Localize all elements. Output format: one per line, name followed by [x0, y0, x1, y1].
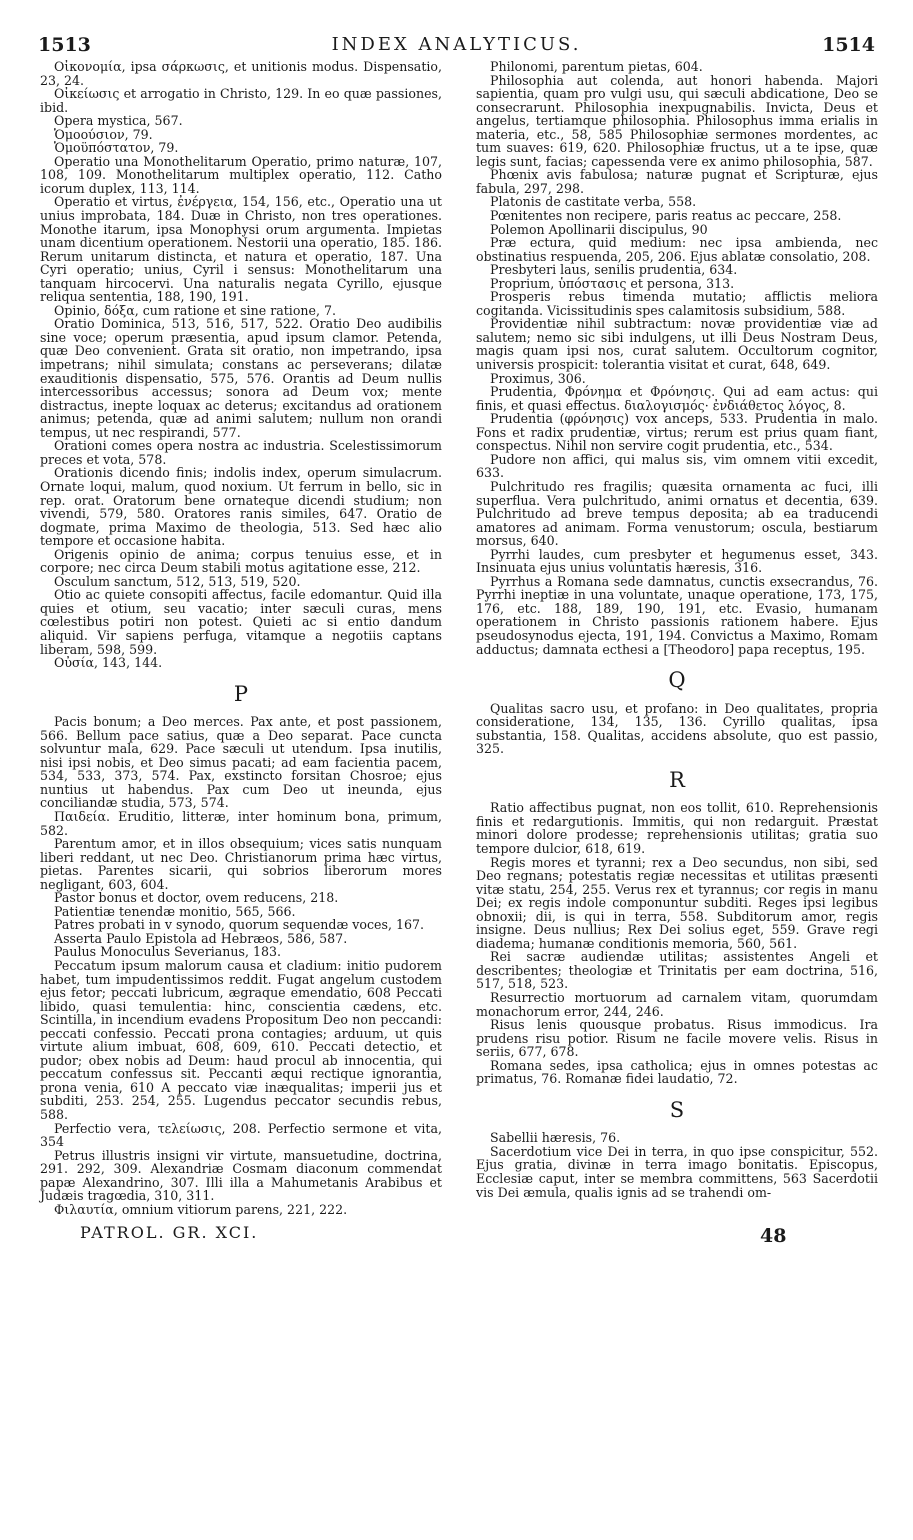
index-entry: Phœnix avis fabulosa; naturæ pugnat et Scripturæ, ejus fabula, 297, 298.	[476, 167, 878, 196]
index-entry: Providentiæ nihil subtractum: novæ providentiæ viæ ad salutem; nemo sic sibi indulgens, ut illi Deus Nostram Deus, magis quam ipsi nos, curat salutem. Occultorum cognitor, universis prospicit: tolerantia visitat et curat, 648, 649.	[476, 316, 878, 373]
index-entry: Petrus illustris insigni vir virtute, mansuetudine, doctrina, 291. 292, 309. Alexandriæ Cosmam diaconum commendat papæ Alexandrino, 307. Illi illa a Mahumetanis Arabibus et Judæis tragœdia, 310, 311.	[40, 1147, 442, 1204]
index-entry: Philosophia aut colenda, aut honori habenda. Majori sapientia, quam pro vulgi usu, qui sæculi abdicatione, Deo se consecrarunt. Philosophia inexpugnabilis. Invicta, Deus et angelus, tertiamque philosophia. Philosophus imma erialis in materia, etc., 58, 585 Philosophiæ sermones mordentes, ac tum suaves: 619, 620. Philosophiæ fructus, ut a te ipse, quæ legis sunt, facias; capessenda vere ex animo philosophia, 587.	[476, 72, 878, 169]
index-entry: Patres probati in v synodo, quorum sequendæ voces, 167.	[54, 917, 425, 933]
index-entry: Pulchritudo res fragilis; quæsita ornamenta ac fuci, illi superflua. Vera pulchritudo, animi ornatus et decentia, 639. Pulchritudo ad breve tempus deposita; ab ea traducendi amatores ad animam. Forma venustorum; oscula, bestiarum morsus, 640.	[476, 478, 878, 549]
index-entry: Operatio et virtus, ἐνέργεια, 154, 156, etc., Operatio una ut unius improbata, 184. Duæ in Christo, non tres operationes. Monothe itarum, ipsa Monophysi orum argumenta. Impietas unam dicentium operationem. Nestorii una operatio, 185. 186. Rerum unitarum distincta, et natura et operatio, 187. Una Cyri operatio; unius, Cyril i sensus: Monothelitarum una tanquam hircocervi. Una naturalis negata Cyrillo, ejusque reliqua sententia, 188, 190, 191.	[40, 194, 442, 305]
index-entry: Ὁμοούσιον, 79.	[54, 126, 153, 142]
index-entry: Regis mores et tyranni; rex a Deo secundus, non sibi, sed Deo regnans; potestatis regiæ necessitas et utilitas præsenti vitæ statu, 254, 255. Verus rex et tyrannus; cor regis in manu Dei; ex regis indole componuntur subditi. Reges ipsi legibus obnoxii; dii, is qui in terra, 558. Subditorum amor, regis insigne. Deus nullius; Rex Dei solius eget, 559. Grave regi diadema; humanæ conditionis memoria, 560, 561.	[476, 854, 878, 951]
footer-volume-label: PATROL. GR. XCI.	[80, 1223, 259, 1242]
index-entry: Orationis dicendo finis; indolis index, operum simulacrum. Ornate loqui, malum, quod noxium. Ut ferrum in bello, sic in rep. orat. Oratorum bene ornateque dicendi studium; non vivendi, 579, 580. Oratores ranis similes, 647. Oratio de dogmate, prima Maximo de theologia, 513. Sed hæc alio tempore et occasione habita.	[40, 465, 442, 549]
index-entry: Pyrrhus a Romana sede damnatus, cunctis exsecrandus, 76. Pyrrhi ineptiæ in una voluntate, unaque operatione, 173, 175, 176, etc. 188, 189, 190, 191, etc. Evasio, humanam operationem in Christo passionis rationem habere. Ejus pseudosynodus ejecta, 191, 194. Convictus a Maximo, Romam adductus; damnata ecthesi a [Theodoro] papa receptus, 195.	[476, 573, 878, 657]
section-letter: S	[669, 1097, 685, 1122]
section-letter: P	[233, 681, 249, 706]
index-entry: Pœnitentes non recipere, paris reatus ac peccare, 258.	[490, 208, 842, 224]
index-entry: Presbyteri laus, senilis prudentia, 634.	[490, 262, 738, 278]
index-entry: Osculum sanctum, 512, 513, 519, 520.	[54, 573, 301, 589]
index-entry: Oratio Dominica, 513, 516, 517, 522. Oratio Deo audibilis sine voce; operum præsentia, apud ipsum clamor. Petenda, quæ Deo convenient. Grata sit oratio, non impetrando, ipsa impetrans; nihil simulata; constans ac perseverans; dilatæ exauditionis dispensatio, 575, 576. Orantis ad Deum nullis intercessoribus accessus; sonora ad Deum vox; mente distractus, inepte loquax ac deterus; excitandus ad orationem animus; petenda, quæ ad animi salutem; nullum non orandi tempus, ut nec respirandi, 577.	[40, 316, 442, 440]
index-entry: Præ ectura, quid medium: nec ipsa ambienda, nec obstinatius respuenda, 205, 206. Ejus ablatæ consolatio, 208.	[476, 235, 878, 264]
index-entry: Οἰκονομία, ipsa σάρκωσις, et unitionis modus. Dispensatio, 23, 24.	[40, 59, 442, 88]
index-entry: Opinio, δόξα, cum ratione et sine ratione, 7.	[54, 302, 336, 318]
index-entry: Patientiæ tenendæ monitio, 565, 566.	[54, 903, 296, 919]
index-entry: Οὐσία, 143, 144.	[54, 655, 163, 671]
right-column	[476, 60, 878, 1199]
index-entry: Sabellii hæresis, 76.	[490, 1130, 621, 1146]
index-entry: Παιδεία. Eruditio, litteræ, inter hominum bona, primum, 582.	[40, 808, 442, 838]
index-entry: Orationi comes opera nostra ac industria. Scelestissimorum preces et vota, 578.	[40, 438, 442, 467]
index-entry: Φιλαυτία, omnium vitiorum parens, 221, 222.	[54, 1201, 348, 1217]
signature-mark: 48	[760, 1225, 787, 1247]
index-entry: Pudore non affici, qui malus sis, vim omnem vitii excedit, 633.	[476, 451, 878, 481]
index-entry: Opera mystica, 567.	[54, 113, 183, 129]
index-entry: Origenis opinio de anima; corpus tenuius esse, et in corpore; nec circa Deum stabili motus agitatione esse, 212.	[40, 546, 442, 576]
index-entry: Asserta Paulo Epistola ad Hebræos, 586, 587.	[54, 930, 348, 946]
section-letter: Q	[668, 668, 686, 693]
index-entry: Polemon Apollinarii discipulus, 90	[490, 221, 708, 237]
left-page-number: 1513	[38, 34, 91, 56]
index-entry: Risus lenis quousque probatus. Risus immodicus. Ira prudens risu potior. Risum ne facile movere velis. Risus in seriis, 677, 678.	[476, 1017, 878, 1060]
index-entry: Perfectio vera, τελείωσις, 208. Perfectio sermone et vita, 354	[40, 1120, 442, 1150]
right-page-number: 1514	[822, 34, 875, 56]
index-entry: Resurrectio mortuorum ad carnalem vitam, quorumdam monachorum error, 244, 246.	[476, 990, 878, 1019]
index-entry: Ὁμοϋπόστατον, 79.	[54, 140, 179, 156]
index-entry: Peccatum ipsum malorum causa et cladium: initio pudorem habet, tum impudentissimos reddit. Fugat angelum custodem ejus fetor; peccati lubricum, ægraque emendatio, 608 Peccati libido, quasi temulentia: hinc, conscientia cædens, etc. Scintilla, in incendium evadens Propositum Deo non peccandi: peccati confessio. Peccati prona contagies; arduum, ut quis virtute alium imbuat, 608, 609, 610. Peccati detectio, et pudor; obex nobis ad Deum: haud procul ab innocentia, qui peccatum confessus sit. Peccanti æqui rectique ignorantia, prona venia, 610 A peccato viæ inæqualitas; imperii jus et subditi, 253. 254, 255. Lugendus peccator secundis rebus, 588.	[40, 958, 442, 1123]
page-header	[38, 34, 875, 58]
index-entry: Philonomi, parentum pietas, 604.	[490, 59, 703, 74]
index-entry: Operatio una Monothelitarum Operatio, primo naturæ, 107, 108, 109. Monothelitarum multiplex operatio, 112. Catho icorum duplex, 113, 114.	[40, 153, 442, 196]
index-entry: Proprium, ὑπόστασις et persona, 313.	[490, 275, 735, 291]
index-entry: Prudentia (φρόνησις) vox anceps, 533. Prudentia in malo. Fons et radix prudentiæ, virtus; rerum est prius quam fiant, conspectus. Nihil non servire cogit prudentia, etc., 534.	[476, 411, 878, 454]
index-entry: Otio ac quiete consopiti affectus, facile edomantur. Quid illa quies et otium, seu vacatio; inter sæculi curas, mens cœlestibus potiri non potest. Quieti ac si entio dandum aliquid. Vir sapiens perfuga, vitamque a negotiis captans liberam, 598, 599.	[40, 587, 442, 657]
index-entry: Proximus, 306.	[490, 370, 586, 386]
index-entry: Qualitas sacro usu, et profano: in Deo qualitates, propria consideratione, 134, 135, 136. Cyrillo qualitas, ipsa substantia, 158. Qualitas, accidens absolute, quo est passio, 325.	[476, 700, 878, 757]
index-entry: Parentum amor, et in illos obsequium; vices satis nunquam liberi reddant, ut nec Deo. Christianorum prima hæc virtus, pietas. Parentes sicarii, qui sobrios liberorum mores negligant, 603, 604.	[40, 836, 442, 892]
index-entry: Sacerdotium vice Dei in terra, in quo ipse conspicitur, 552. Ejus gratia, divinæ in terra imago bonitatis. Episcopus, Ecclesiæ caput, inter se membra committens, 563 Sacerdotii vis Dei æmula, qualis ignis ad se trahendi om-	[476, 1143, 878, 1200]
running-title: INDEX ANALYTICUS.	[331, 34, 582, 55]
index-entry: Rei sacræ audiendæ utilitas; assistentes Angeli et describentes; theologiæ et Trinitatis per eam doctrina, 516, 517, 518, 523.	[476, 949, 878, 992]
index-entry: Pyrrhi laudes, cum presbyter et hegumenus esset, 343. Insinuata ejus unius voluntatis hæresis, 316.	[476, 546, 878, 576]
left-column	[40, 60, 442, 1216]
index-entry: Romana sedes, ipsa catholica; ejus in omnes potestas ac primatus, 76. Romanæ fidei laudatio, 72.	[476, 1057, 878, 1087]
index-entry: Prosperis rebus timenda mutatio; afflictis meliora cogitanda. Vicissitudinis spes calamitosis subsidium, 588.	[476, 289, 878, 318]
index-entry: Paulus Monoculus Severianus, 183.	[54, 944, 282, 960]
index-entry: Platonis de castitate verba, 558.	[490, 194, 697, 210]
index-entry: Prudentia, Φρόνημα et Φρόνησις. Qui ad eam actus: qui finis, et quasi effectus. διαλογισμός· ἐνδιάθετος λόγος, 8.	[476, 384, 878, 413]
index-entry: Οἰκείωσις et arrogatio in Christo, 129. In eo quæ passiones, ibid.	[40, 86, 442, 115]
index-entry: Pastor bonus et doctor, ovem reducens, 218.	[54, 890, 339, 906]
section-letter: R	[669, 767, 685, 792]
index-entry: Pacis bonum; a Deo merces. Pax ante, et post passionem, 566. Bellum pace satius, quæ a Deo separat. Pace cuncta solvuntur mala, 629. Pace sæculi ut utendum. Ipsa inutilis, nisi ipsi nobis, et Deo simus pacati; ad eam facientia pacem, 534, 533, 373, 574. Pax, exstincto forsitan Chosroe; ejus nuntius ut habendus. Pax cum Deo ut ineunda, ejus conciliandæ studia, 573, 574.	[40, 714, 442, 811]
index-entry: Ratio affectibus pugnat, non eos tollit, 610. Reprehensionis finis et redargutionis. Immitis, qui non redarguit. Præstat minori dolore prodesse; reprehensionis utilitas; gratia suo tempore dulcior, 618, 619.	[476, 800, 878, 856]
